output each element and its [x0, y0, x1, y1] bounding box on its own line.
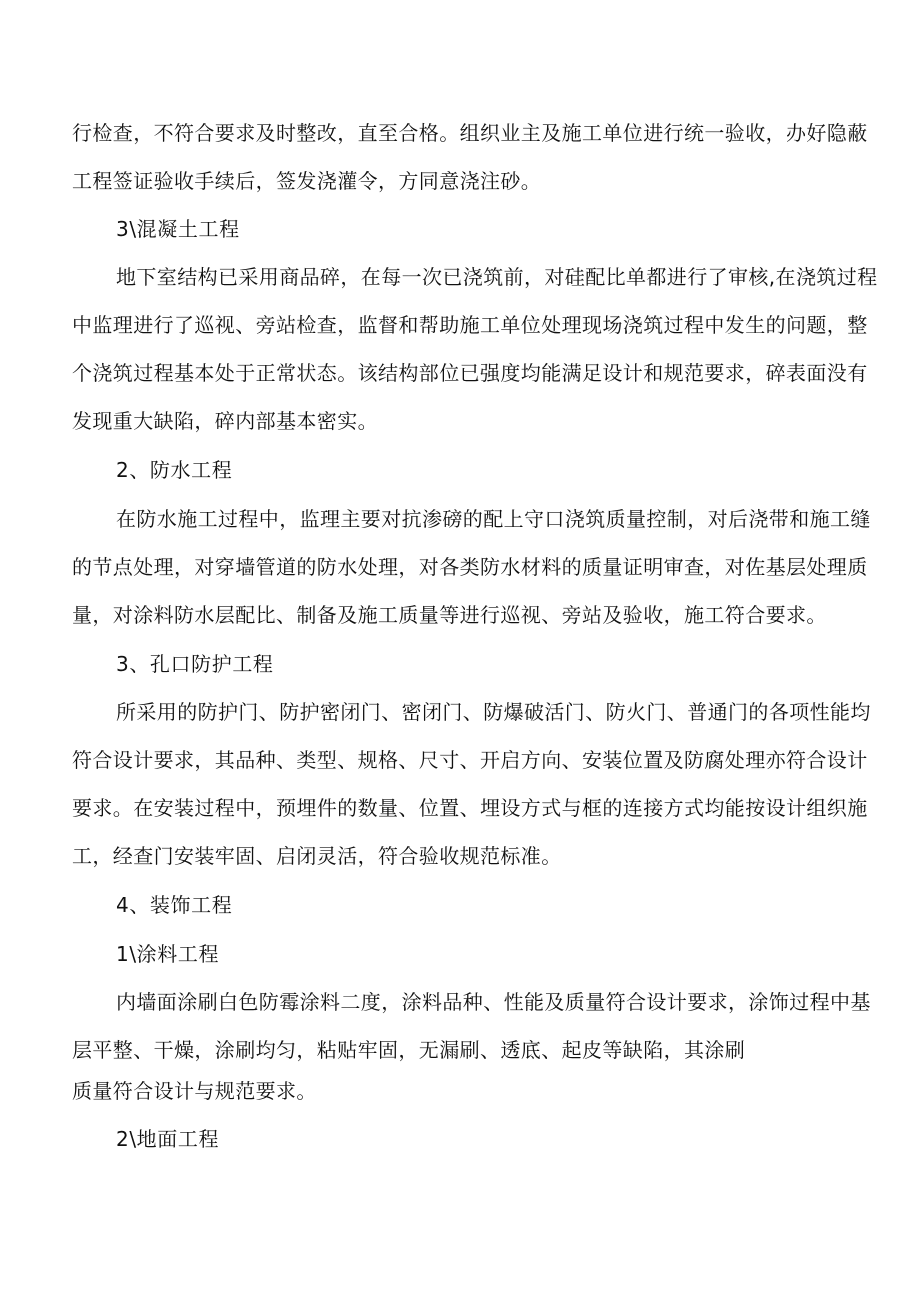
paragraph-line: 内墙面涂刷白色防霉涂料二度，涂料品种、性能及质量符合设计要求，涂饰过程中基	[116, 990, 871, 1014]
paragraph-line: 中监理进行了巡视、旁站检查，监督和帮助施工单位处理现场浇筑过程中发生的问题，整	[72, 313, 868, 337]
paragraph-line: 行检查，不符合要求及时整改，直至合格。组织业主及施工单位进行统一验收，办好隐蔽	[72, 121, 868, 145]
section-heading-waterproof: 2、防水工程	[116, 458, 233, 482]
paragraph-line: 地下室结构已采用商品碎，在每一次已浇筑前，对硅配比单都进行了审核,在浇筑过程	[116, 265, 878, 289]
paragraph-line: 工程签证验收手续后，签发浇灌令，方同意浇注砂。	[72, 169, 542, 193]
paragraph-line: 层平整、干燥，涂刷均匀，粘贴牢固，无漏刷、透底、起皮等缺陷，其涂刷	[72, 1038, 746, 1062]
paragraph-line: 所采用的防护门、防护密闭门、密闭门、防爆破活门、防火门、普通门的各项性能均	[116, 700, 871, 724]
paragraph-line: 个浇筑过程基本处于正常状态。该结构部位已强度均能满足设计和规范要求，碎表面没有	[72, 361, 868, 385]
paragraph-line: 要求。在安装过程中，预埋件的数量、位置、埋设方式与框的连接方式均能按设计组织施	[72, 796, 868, 820]
paragraph-line: 发现重大缺陷，碎内部基本密实。	[72, 409, 378, 433]
section-heading-decoration: 4、装饰工程	[116, 893, 233, 917]
paragraph-line: 量，对涂料防水层配比、制备及施工质量等进行巡视、旁站及验收，施工符合要求。	[72, 603, 827, 627]
paragraph-line: 工，经查门安装牢固、启闭灵活，符合验收规范标准。	[72, 844, 562, 868]
paragraph-line: 符合设计要求，其品种、类型、规格、尺寸、开启方向、安装位置及防腐处理亦符合设计	[72, 748, 868, 772]
section-heading-concrete: 3\混凝土工程	[116, 217, 240, 241]
section-heading-floor: 2\地面工程	[116, 1127, 220, 1151]
paragraph-line: 在防水施工过程中，监理主要对抗渗磅的配上守口浇筑质量控制，对后浇带和施工缝	[116, 507, 871, 531]
paragraph-line: 的节点处理，对穿墙管道的防水处理，对各类防水材料的质量证明审查，对佐基层处理质	[72, 555, 868, 579]
section-heading-opening: 3、孔口防护工程	[116, 652, 274, 676]
section-heading-coating: 1\涂料工程	[116, 942, 220, 966]
paragraph-line: 质量符合设计与规范要求。	[72, 1079, 317, 1103]
